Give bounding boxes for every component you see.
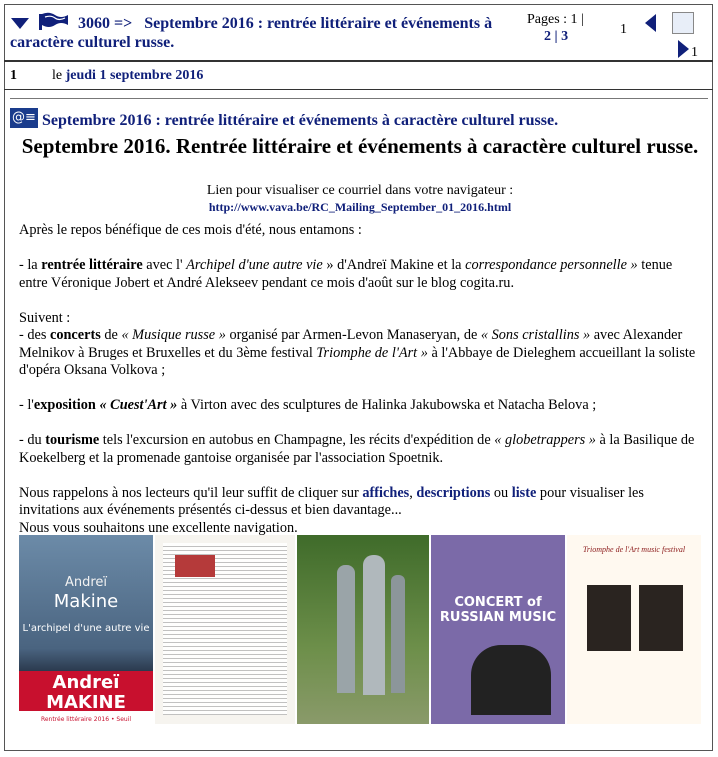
- email-at-icon[interactable]: @≡: [10, 108, 38, 128]
- book-cover-image[interactable]: [19, 535, 153, 724]
- entry-date: [52, 68, 203, 84]
- sculptures-image[interactable]: [297, 535, 429, 724]
- next-page-number: 1: [691, 45, 698, 60]
- divider: [10, 98, 708, 99]
- concerts-paragraph: - des concerts de « Musique russe » organisé par Armen-Levon Manaseryan, de « Sons cristallins » avec Alexander Melnikov à Bruges et Bruxelles et du 3ème festival Triomphe de l'Art » à l'Abbaye de Dieleghem accueillant la soliste d'opéra Oksana Volkova ;: [19, 327, 696, 378]
- article-body: [19, 222, 703, 537]
- festival-poster-text: Triomphe de l'Art music festival: [582, 545, 686, 554]
- flag-icon: [39, 12, 69, 30]
- literary-paragraph: - la rentrée littéraire avec l' Archipel d'une autre vie » d'Andreï Makine et la correspondance personnelle » tenue entre Véronique Jobert et André Alekseev pendant ce mois d'août sur le blog cogita.ru.: [19, 257, 673, 291]
- correspondence-image[interactable]: [155, 535, 295, 724]
- intro-paragraph: Après le repos bénéfique de ces mois d'été, nous entamons :: [19, 222, 362, 238]
- pages-label: Pages : 1 |: [527, 12, 584, 27]
- thumbnail-image[interactable]: [672, 12, 694, 34]
- article-heading[interactable]: Septembre 2016 : rentrée littéraire et événements à caractère culturel russe.: [42, 112, 559, 129]
- date-value: jeudi 1 septembre 2016: [65, 68, 204, 83]
- article-title: Septembre 2016. Rentrée littéraire et événements à caractère culturel russe.: [21, 134, 699, 158]
- current-page-number: 1: [620, 22, 627, 37]
- image-strip: [19, 535, 701, 724]
- book-footer: Rentrée littéraire 2016 • Seuil: [40, 716, 132, 723]
- collapse-down-icon[interactable]: [11, 18, 29, 29]
- closing-line: Nous vous souhaitons une excellente navigation.: [19, 519, 298, 536]
- book-author-last: Makine: [53, 591, 119, 612]
- concert-poster-text: CONCERT of RUSSIAN MUSIC: [439, 595, 557, 625]
- book-author-bottom: Andreï MAKINE: [46, 672, 126, 713]
- pages-links[interactable]: 2 | 3: [544, 29, 569, 44]
- page-title-line1[interactable]: [78, 15, 492, 33]
- tourism-paragraph: - du tourisme tels l'excursion en autobus en Champagne, les récits d'expédition de « globetrappers » à la Basilique de Koekelberg et la promenade gantoise organisée par l'association Spoetnik.: [19, 432, 695, 466]
- book-author-first: Andreï: [64, 575, 108, 590]
- browser-link-url[interactable]: http://www.vava.be/RC_Mailing_September_01_2016.html: [208, 200, 512, 214]
- mailing-number: 3060 =>: [78, 15, 133, 32]
- page-title-line2[interactable]: caractère culturel russe.: [10, 34, 175, 51]
- title-part1: Septembre 2016 : rentrée littéraire et événements à: [144, 15, 493, 32]
- reminder-paragraph: Nous rappelons à nos lecteurs qu'il leur suffit de cliquer sur affiches, descriptions ou liste pour visualiser les invitations aux événements présentés ci-dessus et bien davantage...: [19, 484, 644, 518]
- concert-poster-image[interactable]: [431, 535, 565, 724]
- liste-link[interactable]: liste: [511, 484, 537, 501]
- affiches-link[interactable]: affiches: [362, 484, 410, 501]
- date-row: [4, 62, 713, 90]
- festival-poster-image[interactable]: [567, 535, 701, 724]
- book-title: L'archipel d'une autre vie: [22, 623, 150, 634]
- exhibition-paragraph: - l'exposition « Cuest'Art » à Virton avec des sculptures de Halinka Jakubowska et Natacha Belova ;: [19, 397, 597, 413]
- browser-link-label: Lien pour visualiser ce courriel dans votre navigateur :: [206, 183, 514, 198]
- next-arrow-icon[interactable]: [678, 40, 689, 58]
- suivent-label: Suivent :: [19, 309, 71, 326]
- previous-arrow-icon[interactable]: [645, 14, 656, 32]
- date-prefix: le: [52, 68, 63, 83]
- entry-index: 1: [10, 68, 17, 83]
- header-bar: [4, 4, 713, 62]
- descriptions-link[interactable]: descriptions: [416, 484, 491, 501]
